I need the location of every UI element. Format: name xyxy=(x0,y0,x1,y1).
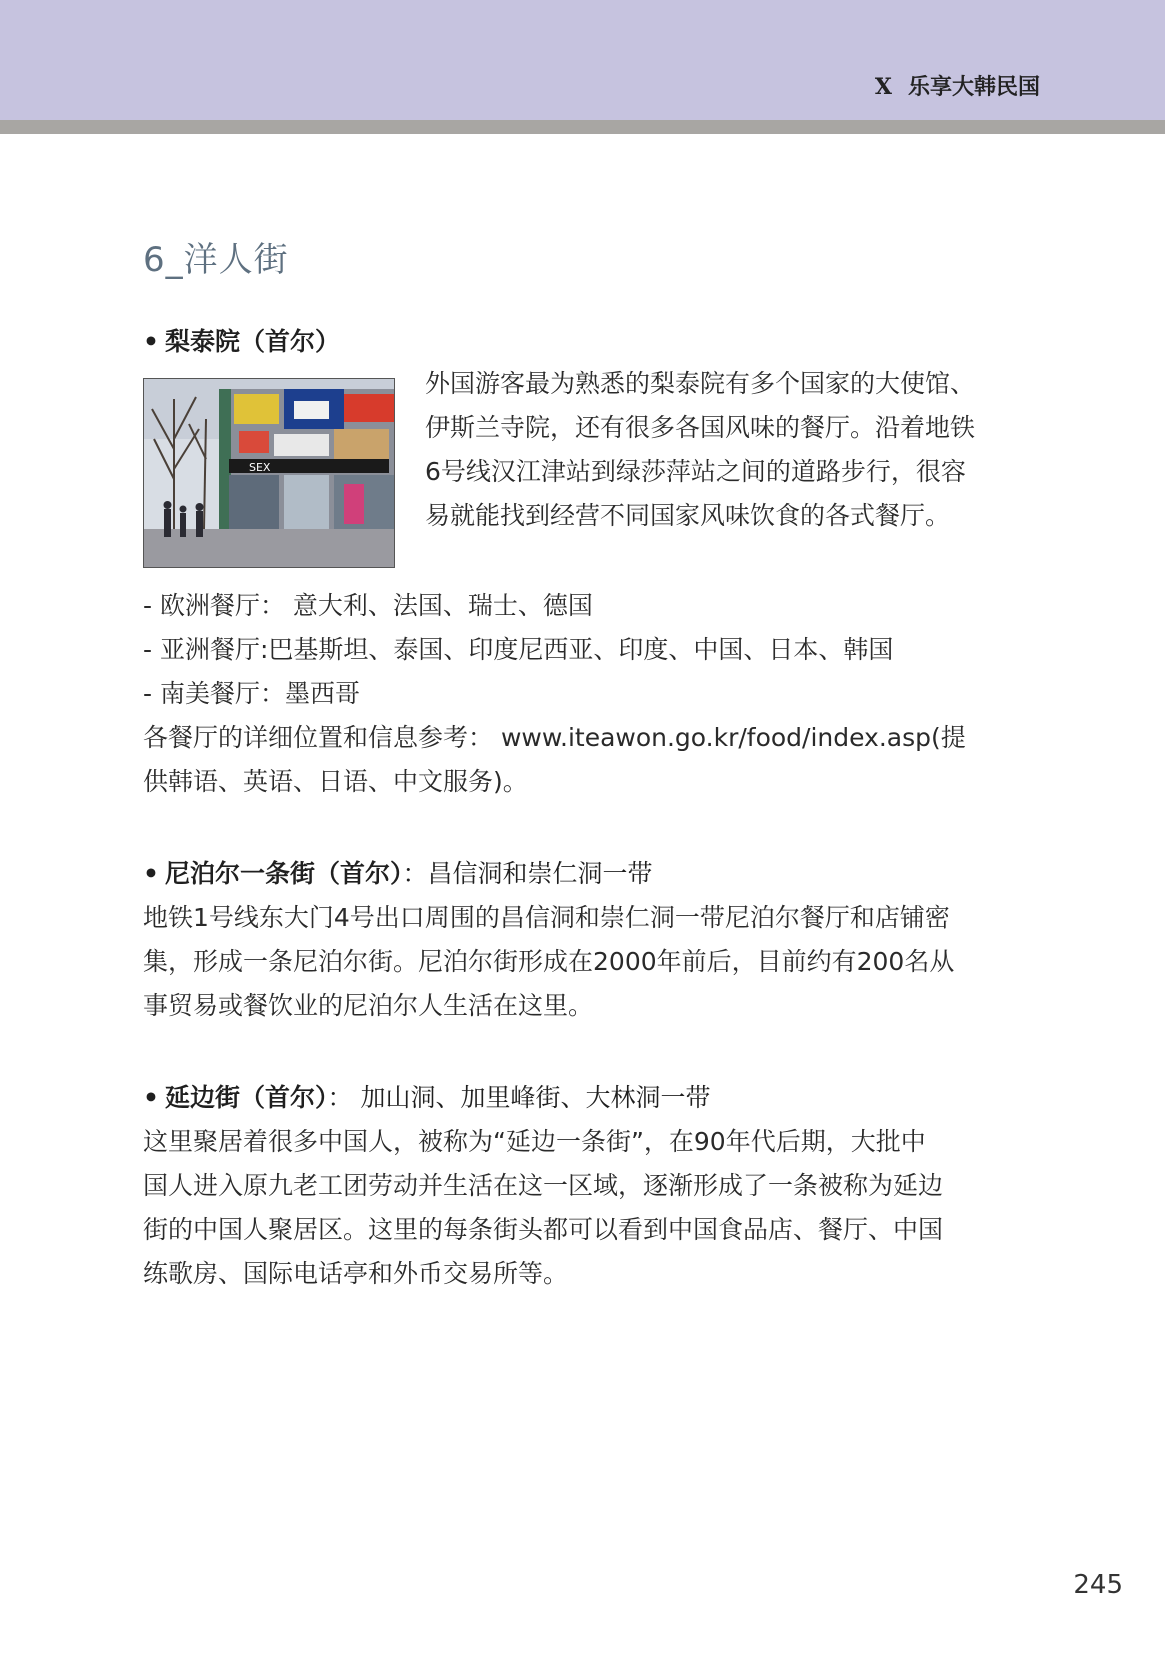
list-item: - 欧洲餐厅： 意大利、法国、瑞士、德国 xyxy=(143,591,593,620)
body-line: 事贸易或餐饮业的尼泊尔人生活在这里。 xyxy=(143,991,594,1020)
bullet-icon: • xyxy=(143,327,159,356)
chapter-title: 乐享大韩民国 xyxy=(907,75,1040,100)
body-line: 国人进入原九老工团劳动并生活在这一区域，逐渐形成了一条被称为延边 xyxy=(143,1171,944,1200)
itaewon-heading: • 梨泰院（首尔） xyxy=(143,327,340,356)
header-band xyxy=(0,0,1165,120)
intro-line: 易就能找到经营不同国家风味饮食的各式餐厅。 xyxy=(425,501,951,530)
info-line: 供韩语、英语、日语、中文服务)。 xyxy=(143,767,528,796)
chapter-heading xyxy=(875,70,1040,101)
page-number: 245 xyxy=(1073,1570,1123,1600)
body-line: 街的中国人聚居区。这里的每条街头都可以看到中国食品店、餐厅、中国 xyxy=(143,1215,944,1244)
bullet-icon: • xyxy=(143,1083,159,1112)
body-line: 练歌房、国际电话亭和外币交易所等。 xyxy=(143,1259,569,1288)
itaewon-heading-row xyxy=(143,322,1041,358)
list-item: - 亚洲餐厅:巴基斯坦、泰国、印度尼西亚、印度、中国、日本、韩国 xyxy=(143,635,894,664)
intro-line: 伊斯兰寺院，还有很多各国风味的餐厅。沿着地铁 xyxy=(425,413,976,442)
photo-sign-text: SEX xyxy=(249,461,271,474)
body-line: 这里聚居着很多中国人，被称为“延边一条街”，在90年代后期，大批中 xyxy=(143,1127,926,1156)
intro-line: 外国游客最为熟悉的梨泰院有多个国家的大使馆、 xyxy=(425,369,976,398)
section-title: 6_洋人街 xyxy=(143,240,289,280)
nepal-section xyxy=(143,854,1041,1028)
header-rule xyxy=(0,120,1165,134)
nepal-heading: • 尼泊尔一条街（首尔）：昌信洞和崇仁洞一带 xyxy=(143,859,653,888)
body-line: 地铁1号线东大门4号出口周围的昌信洞和崇仁洞一带尼泊尔餐厅和店铺密 xyxy=(143,903,950,932)
info-line: 各餐厅的详细位置和信息参考： www.iteawon.go.kr/food/index.asp(提 xyxy=(143,723,966,752)
bullet-icon: • xyxy=(143,859,159,888)
yanbian-section xyxy=(143,1078,1041,1296)
list-item: - 南美餐厅：墨西哥 xyxy=(143,679,360,708)
intro-line: 6号线汉江津站到绿莎萍站之间的道路步行，很容 xyxy=(425,457,966,486)
chapter-number: X xyxy=(874,74,892,100)
street-photo-illustration xyxy=(144,379,394,567)
yanbian-heading: • 延边街（首尔）： 加山洞、加里峰街、大林洞一带 xyxy=(143,1083,711,1112)
itaewon-intro xyxy=(425,362,1041,538)
restaurant-list xyxy=(143,584,1041,804)
itaewon-street-photo xyxy=(143,378,395,568)
body-line: 集，形成一条尼泊尔街。尼泊尔街形成在2000年前后，目前约有200名从 xyxy=(143,947,955,976)
